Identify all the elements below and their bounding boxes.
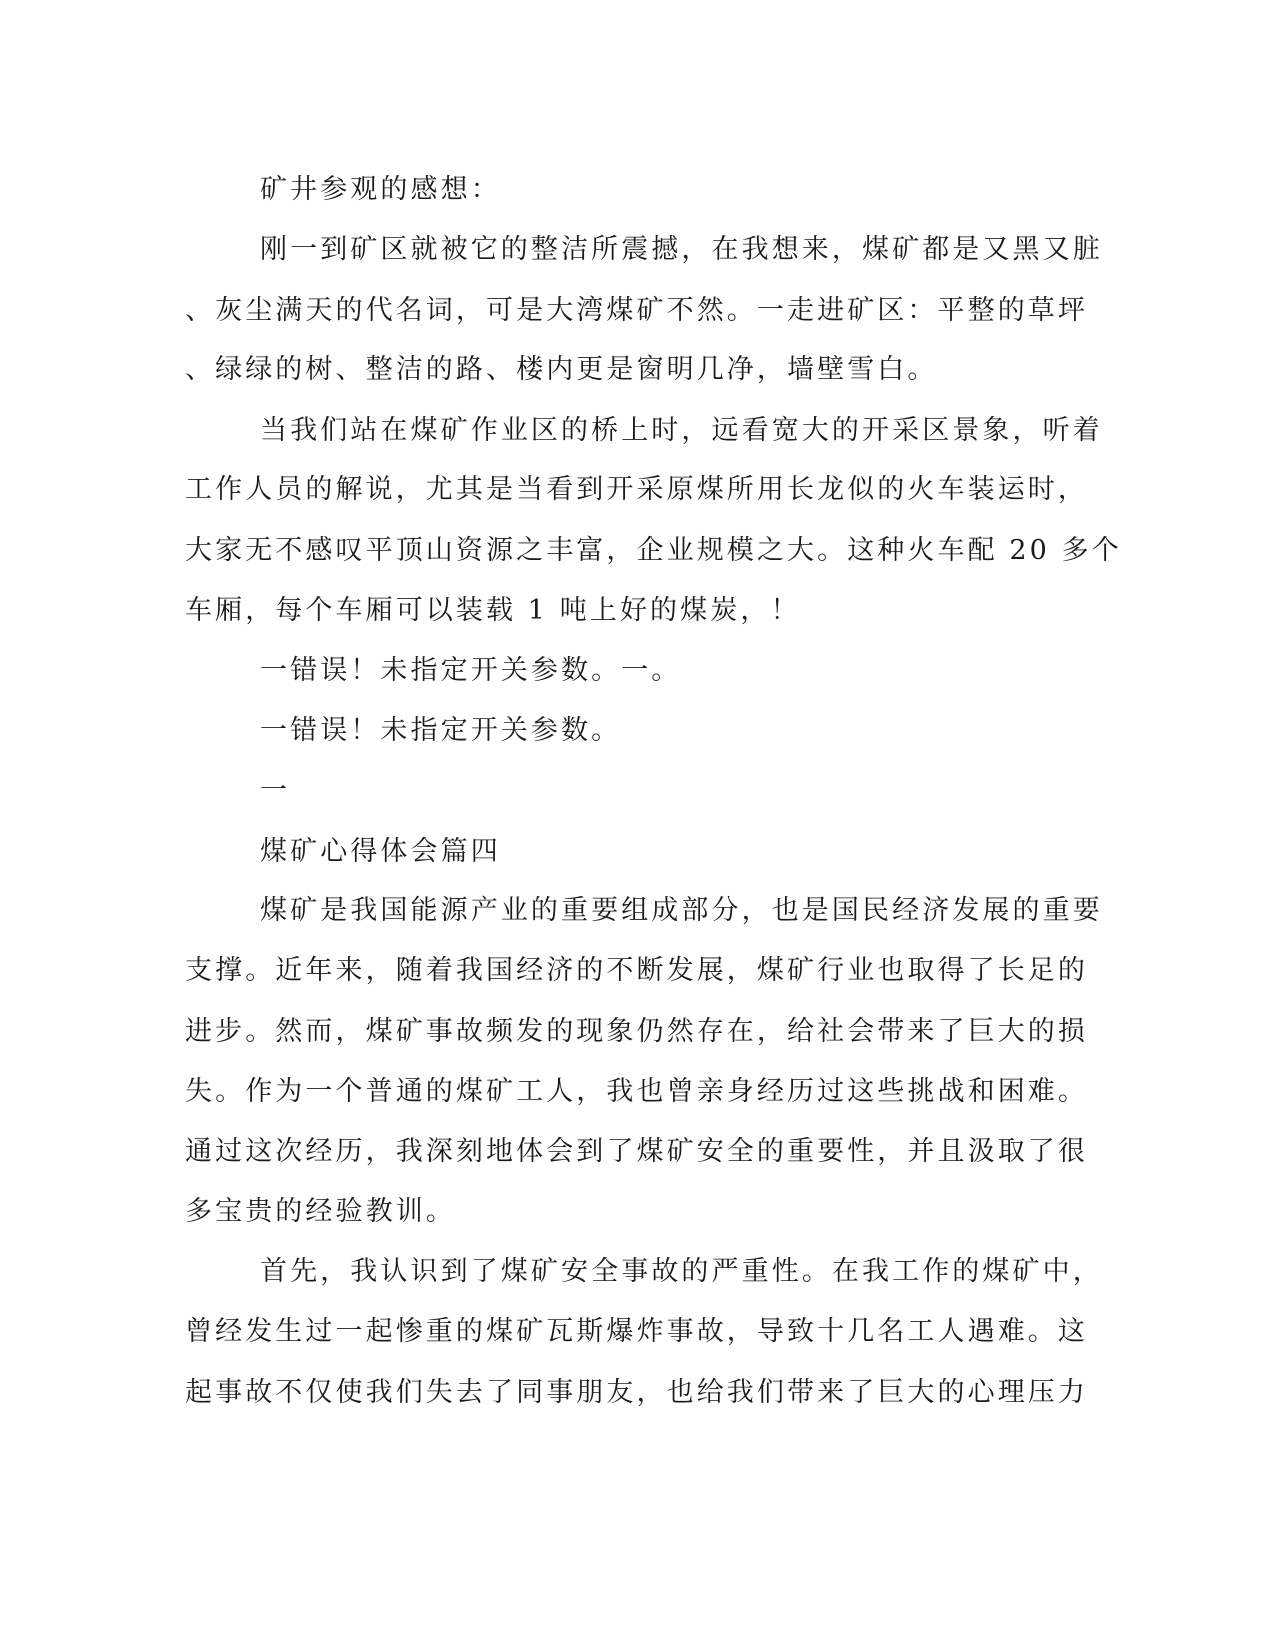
paragraph-line: 工作人员的解说，尤其是当看到开采原煤所用长龙似的火车装运时， [185,474,1088,505]
error-field-line: 一错误！未指定开关参数。一。 [260,655,682,686]
paragraph-line: 、灰尘满天的代名词，可是大湾煤矿不然。一走进矿区：平整的草坪 [185,295,1088,326]
dash-line: 一 [260,775,291,806]
section-heading: 矿井参观的感想： [260,174,501,205]
paragraph-line: 车厢，每个车厢可以装载 1 吨上好的煤炭，！ [185,595,801,626]
paragraph-line: 进步。然而，煤矿事故频发的现象仍然存在，给社会带来了巨大的损 [185,1016,1088,1047]
paragraph-line: 多宝贵的经验教训。 [185,1196,456,1227]
paragraph-line: 通过这次经历，我深刻地体会到了煤矿安全的重要性，并且汲取了很 [185,1136,1088,1167]
paragraph-line: 支撑。近年来，随着我国经济的不断发展，煤矿行业也取得了长足的 [185,955,1088,986]
error-field-line: 一错误！未指定开关参数。 [260,715,622,746]
paragraph-line: 曾经发生过一起惨重的煤矿瓦斯爆炸事故，导致十几名工人遇难。这 [185,1316,1088,1347]
paragraph-line: 刚一到矿区就被它的整洁所震撼，在我想来，煤矿都是又黑又脏 [260,234,1103,265]
paragraph-line: 当我们站在煤矿作业区的桥上时，远看宽大的开采区景象，听着 [260,415,1103,446]
paragraph-line: 煤矿是我国能源产业的重要组成部分，也是国民经济发展的重要 [260,895,1103,926]
section-title: 煤矿心得体会篇四 [260,836,501,867]
paragraph-line: 、绿绿的树、整洁的路、楼内更是窗明几净，墙壁雪白。 [185,354,938,385]
paragraph-line: 失。作为一个普通的煤矿工人，我也曾亲身经历过这些挑战和困难。 [185,1076,1088,1107]
paragraph-line: 大家无不感叹平顶山资源之丰富，企业规模之大。这种火车配 20 多个 [185,535,1122,566]
paragraph-line: 首先，我认识到了煤矿安全事故的严重性。在我工作的煤矿中， [260,1256,1103,1287]
paragraph-line: 起事故不仅使我们失去了同事朋友，也给我们带来了巨大的心理压力 [185,1377,1088,1408]
